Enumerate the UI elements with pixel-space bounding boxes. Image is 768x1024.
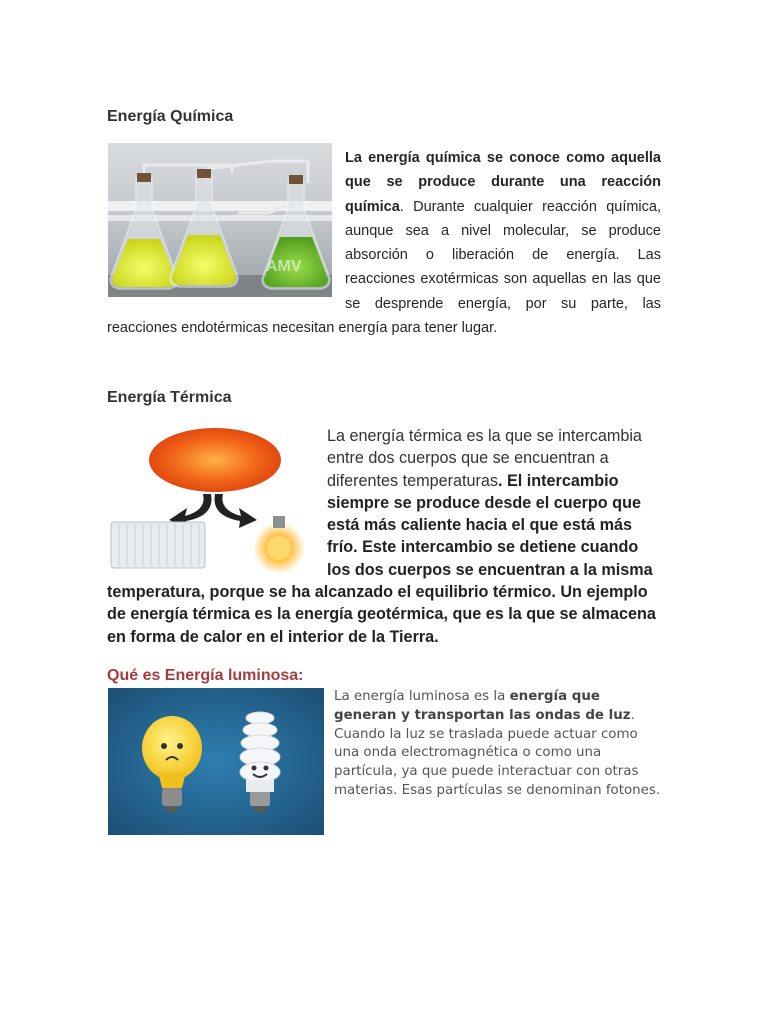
luminosa-lead: La energía luminosa es la [334,689,510,704]
paragraph-luminosa [334,688,664,801]
quimica-body: . Durante cualquier reacción química, aunque sea a nivel molecular, se produce absorción o liberación de energía. Las reacciones exotérmicas son aquellas en las que se desprende energía, por su parte, las reacciones endotérmicas necesitan energía para tener lugar. [107,198,661,337]
quimica-bold-lead: La energía química se conoce como aquella que se produce durante una reacción química [345,150,661,215]
light-bulbs-image [108,688,324,835]
section-title-quimica: Energía Química [107,108,234,125]
luminosa-body: . Cuando la luz se traslada puede actuar como una onda electromagnética o como una partícula, ya que puede interactuar con otras materias. Esas partículas se denominan fotones. [334,707,661,798]
image-watermark: AMV [266,258,302,275]
termica-lead: La energía térmica es la que se intercambia entre dos cuerpos que se encuentran a diferentes temperaturas [327,427,642,490]
paragraph-quimica [107,146,661,340]
termica-bold-body: . El intercambio siempre se produce desde el cuerpo que está más caliente hacia el que está más frío. Este intercambio se detiene cuando los dos cuerpos se encuentran a la misma temperatura, porque se ha alcanzado el equilibrio térmico. Un ejemplo de energía térmica es la energía geotérmica, que es la que se almacena en forma de calor en el interior de la Tierra. [107,471,656,646]
luminosa-bold: energía que generan y transportan las ondas de luz [334,689,631,723]
section-title-luminosa: Qué es Energía luminosa: [107,667,304,684]
paragraph-termica [107,425,660,648]
section-title-termica: Energía Térmica [107,389,232,406]
